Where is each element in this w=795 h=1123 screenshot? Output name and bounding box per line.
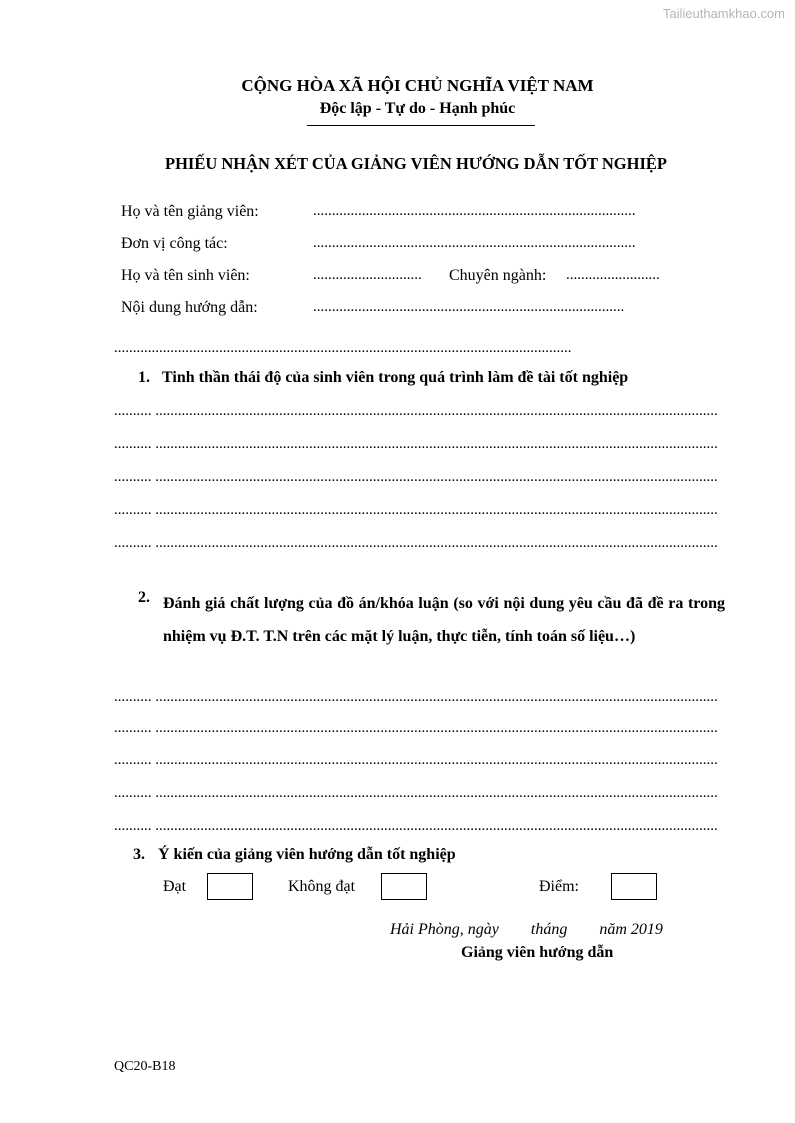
section-2-answer-line[interactable]: .......... ...................................................................................................................................................... [114,818,718,834]
section-1-number: 1. [138,369,150,386]
motto-underline [307,125,535,126]
section-2-title: Đánh giá chất lượng của đồ án/khóa luận (so với nội dung yêu cầu đã đề ra trong nhiệm vụ Đ.T. T.N trên các mặt lý luận, thực tiễn, tính toán số liệu…) [163,595,725,645]
score-label: Điểm: [539,878,579,895]
guidance-content-label: Nội dung hướng dẫn: [121,299,258,316]
student-name-label: Họ và tên sinh viên: [121,267,250,284]
work-unit-dots[interactable]: ...................................................................................... [313,235,636,251]
pass-label: Đạt [163,878,187,895]
lecturer-name-label: Họ và tên giảng viên: [121,203,259,220]
fail-checkbox[interactable] [381,873,427,900]
section-1-title: Tinh thần thái độ của sinh viên trong quá trình làm đề tài tốt nghiệp [162,369,629,386]
guidance-content-dots[interactable]: ................................................................................... [313,299,625,315]
form-code: QC20-B18 [114,1059,176,1074]
guidance-content-continuation[interactable]: .......................................................................................................................... [114,340,572,356]
pass-checkbox[interactable] [207,873,253,900]
signature-role: Giảng viên hướng dẫn [461,944,614,961]
section-1-answer-line[interactable]: .......... ...................................................................................................................................................... [114,436,718,452]
section-2-answer-line[interactable]: .......... ...................................................................................................................................................... [114,720,718,736]
national-motto: Độc lập - Tự do - Hạnh phúc [319,100,516,117]
section-2-answer-line[interactable]: .......... ...................................................................................................................................................... [114,689,718,705]
section-3-number: 3. [133,846,145,863]
national-name: CỘNG HÒA XÃ HỘI CHỦ NGHĨA VIỆT NAM [241,76,594,95]
score-box[interactable] [611,873,657,900]
section-2-answer-line[interactable]: .......... ...................................................................................................................................................... [114,752,718,768]
major-label: Chuyên ngành: [449,267,547,284]
section-3-title: Ý kiến của giảng viên hướng dẫn tốt nghiệp [158,846,456,863]
form-title: PHIẾU NHẬN XÉT CỦA GIẢNG VIÊN HƯỚNG DẪN TỐT NGHIỆP [165,154,667,173]
section-1-answer-line[interactable]: .......... ...................................................................................................................................................... [114,502,718,518]
lecturer-name-dots[interactable]: ...................................................................................... [313,203,636,219]
student-name-dots[interactable]: ............................. [313,267,422,283]
section-1-answer-line[interactable]: .......... ...................................................................................................................................................... [114,403,718,419]
fail-label: Không đạt [288,878,356,895]
section-1-answer-line[interactable]: .......... ...................................................................................................................................................... [114,469,718,485]
work-unit-label: Đơn vị công tác: [121,235,228,252]
place-date: Hải Phòng, ngày tháng năm 2019 [390,921,663,938]
section-1-answer-line[interactable]: .......... ...................................................................................................................................................... [114,535,718,551]
section-2-number: 2. [138,589,150,606]
section-2-answer-line[interactable]: .......... ...................................................................................................................................................... [114,785,718,801]
watermark: Tailieuthamkhao.com [662,6,785,21]
major-dots[interactable]: ......................... [566,267,660,283]
